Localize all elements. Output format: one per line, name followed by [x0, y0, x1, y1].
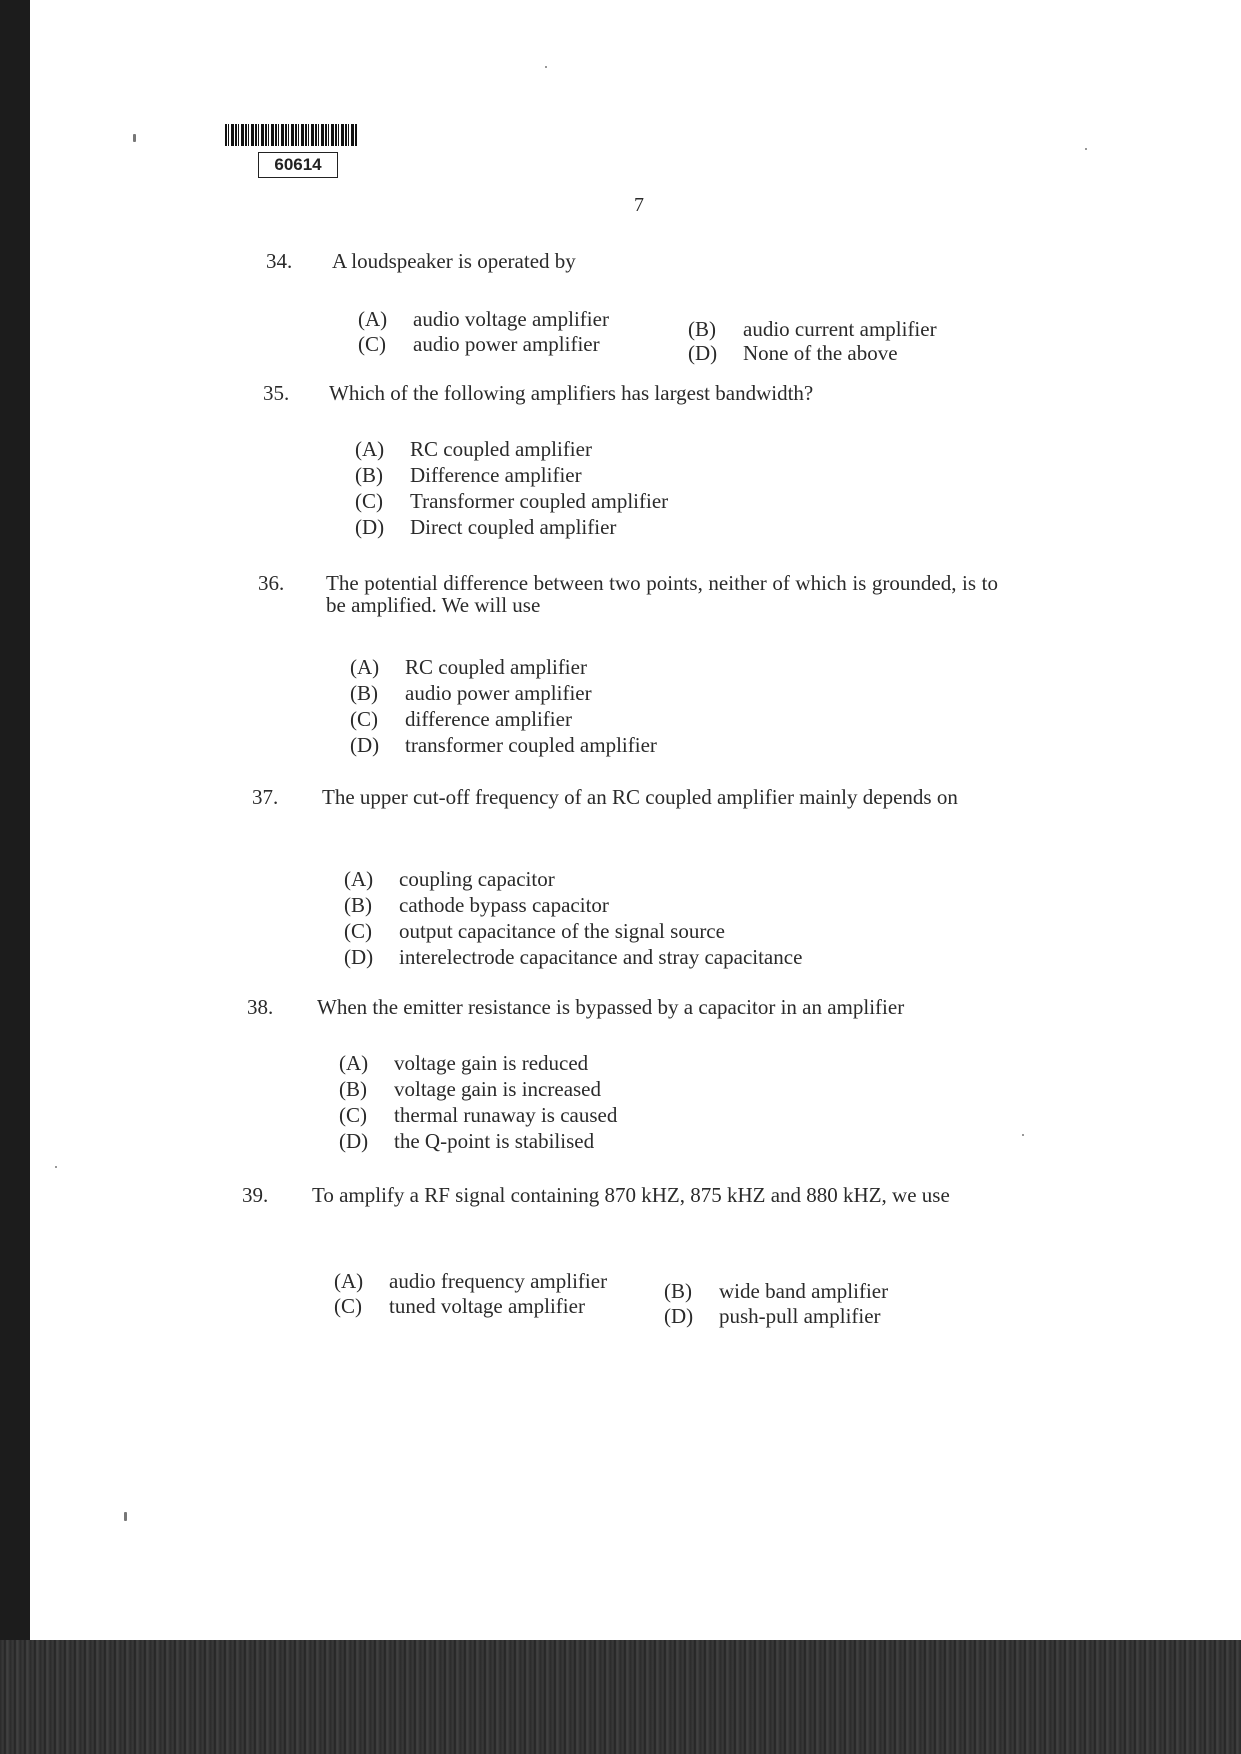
option-text: tuned voltage amplifier	[389, 1294, 585, 1318]
question-number: 39.	[242, 1183, 269, 1207]
option-text: difference amplifier	[405, 707, 572, 731]
option-d[interactable]	[664, 1305, 881, 1327]
scan-speck	[1022, 1134, 1024, 1136]
option-a[interactable]	[339, 1052, 588, 1074]
option-text: RC coupled amplifier	[405, 655, 587, 679]
question-39	[242, 1184, 997, 1344]
scan-border-left	[0, 0, 30, 1754]
option-text: Direct coupled amplifier	[410, 515, 617, 539]
barcode	[225, 124, 357, 146]
question-stem: When the emitter resistance is bypassed by a capacitor in an amplifier	[317, 995, 905, 1019]
scan-speck	[55, 1166, 57, 1168]
option-c[interactable]	[334, 1295, 585, 1317]
question-number: 37.	[252, 785, 279, 809]
scan-speck	[133, 134, 136, 142]
option-label: (D)	[339, 1129, 369, 1153]
option-label: (C)	[358, 332, 386, 356]
option-label: (B)	[344, 893, 372, 917]
option-b[interactable]	[688, 318, 937, 340]
option-label: (D)	[350, 733, 380, 757]
option-label: (D)	[344, 945, 374, 969]
option-a[interactable]	[344, 868, 555, 890]
option-text: coupling capacitor	[399, 867, 555, 891]
question-stem: A loudspeaker is operated by	[332, 249, 576, 273]
question-stem: The upper cut-off frequency of an RC coupled amplifier mainly depends on	[322, 785, 958, 809]
question-35	[263, 382, 1003, 552]
option-text: voltage gain is increased	[394, 1077, 602, 1101]
question-number: 38.	[247, 995, 274, 1019]
option-a[interactable]	[358, 308, 609, 330]
scan-speck	[545, 66, 547, 68]
question-36	[258, 572, 1003, 772]
option-label: (C)	[350, 707, 378, 731]
option-text: Difference amplifier	[410, 463, 582, 487]
option-label: (D)	[688, 341, 718, 365]
option-text: cathode bypass capacitor	[399, 893, 609, 917]
option-label: (C)	[339, 1103, 367, 1127]
option-d[interactable]	[688, 342, 898, 364]
scan-border-bottom	[0, 1640, 1241, 1754]
scan-speck	[124, 1512, 127, 1521]
option-a[interactable]	[334, 1270, 607, 1292]
paper-code: 60614	[258, 152, 338, 178]
page-number: 7	[634, 194, 644, 216]
option-text: push-pull amplifier	[719, 1304, 881, 1328]
option-label: (C)	[355, 489, 383, 513]
option-text: transformer coupled amplifier	[405, 733, 657, 757]
option-c[interactable]	[350, 708, 572, 730]
option-d[interactable]	[339, 1130, 594, 1152]
option-b[interactable]	[344, 894, 609, 916]
option-label: (A)	[334, 1269, 364, 1293]
option-label: (B)	[355, 463, 383, 487]
question-number: 34.	[266, 249, 293, 273]
question-number: 35.	[263, 381, 290, 405]
option-c[interactable]	[358, 333, 600, 355]
option-a[interactable]	[355, 438, 592, 460]
question-stem: To amplify a RF signal containing 870 kHZ, 875 kHZ and 880 kHZ, we use	[312, 1183, 950, 1207]
option-text: voltage gain is reduced	[394, 1051, 589, 1075]
option-b[interactable]	[339, 1078, 601, 1100]
option-label: (C)	[334, 1294, 362, 1318]
option-d[interactable]	[344, 946, 802, 968]
option-text: audio current amplifier	[743, 317, 937, 341]
option-d[interactable]	[355, 516, 616, 538]
option-c[interactable]	[344, 920, 725, 942]
option-label: (B)	[339, 1077, 367, 1101]
option-c[interactable]	[355, 490, 668, 512]
option-a[interactable]	[350, 656, 587, 678]
question-37	[252, 786, 1000, 986]
option-label: (B)	[688, 317, 716, 341]
option-label: (A)	[339, 1051, 369, 1075]
option-text: None of the above	[743, 341, 898, 365]
option-label: (D)	[664, 1304, 694, 1328]
option-label: (A)	[350, 655, 380, 679]
option-label: (B)	[664, 1279, 692, 1303]
option-text: wide band amplifier	[719, 1279, 889, 1303]
option-label: (D)	[355, 515, 385, 539]
option-label: (A)	[358, 307, 388, 331]
option-label: (A)	[355, 437, 385, 461]
option-text: output capacitance of the signal source	[399, 919, 725, 943]
option-text: thermal runaway is caused	[394, 1103, 618, 1127]
option-c[interactable]	[339, 1104, 617, 1126]
option-text: audio power amplifier	[405, 681, 592, 705]
option-label: (B)	[350, 681, 378, 705]
option-text: interelectrode capacitance and stray capacitance	[399, 945, 803, 969]
question-stem: Which of the following amplifiers has largest bandwidth?	[329, 381, 814, 405]
option-text: RC coupled amplifier	[410, 437, 592, 461]
option-label: (C)	[344, 919, 372, 943]
scan-speck	[1085, 148, 1087, 150]
option-b[interactable]	[664, 1280, 888, 1302]
option-b[interactable]	[355, 464, 582, 486]
question-number: 36.	[258, 571, 285, 595]
option-b[interactable]	[350, 682, 592, 704]
option-text: audio voltage amplifier	[413, 307, 609, 331]
option-label: (A)	[344, 867, 374, 891]
option-text: Transformer coupled amplifier	[410, 489, 669, 513]
option-d[interactable]	[350, 734, 657, 756]
option-text: audio power amplifier	[413, 332, 600, 356]
question-34	[266, 250, 1006, 370]
question-stem: The potential difference between two points, neither of which is grounded, is to be amplified. We will use	[326, 571, 998, 617]
option-text: audio frequency amplifier	[389, 1269, 608, 1293]
option-text: the Q-point is stabilised	[394, 1129, 595, 1153]
question-38	[247, 996, 997, 1166]
